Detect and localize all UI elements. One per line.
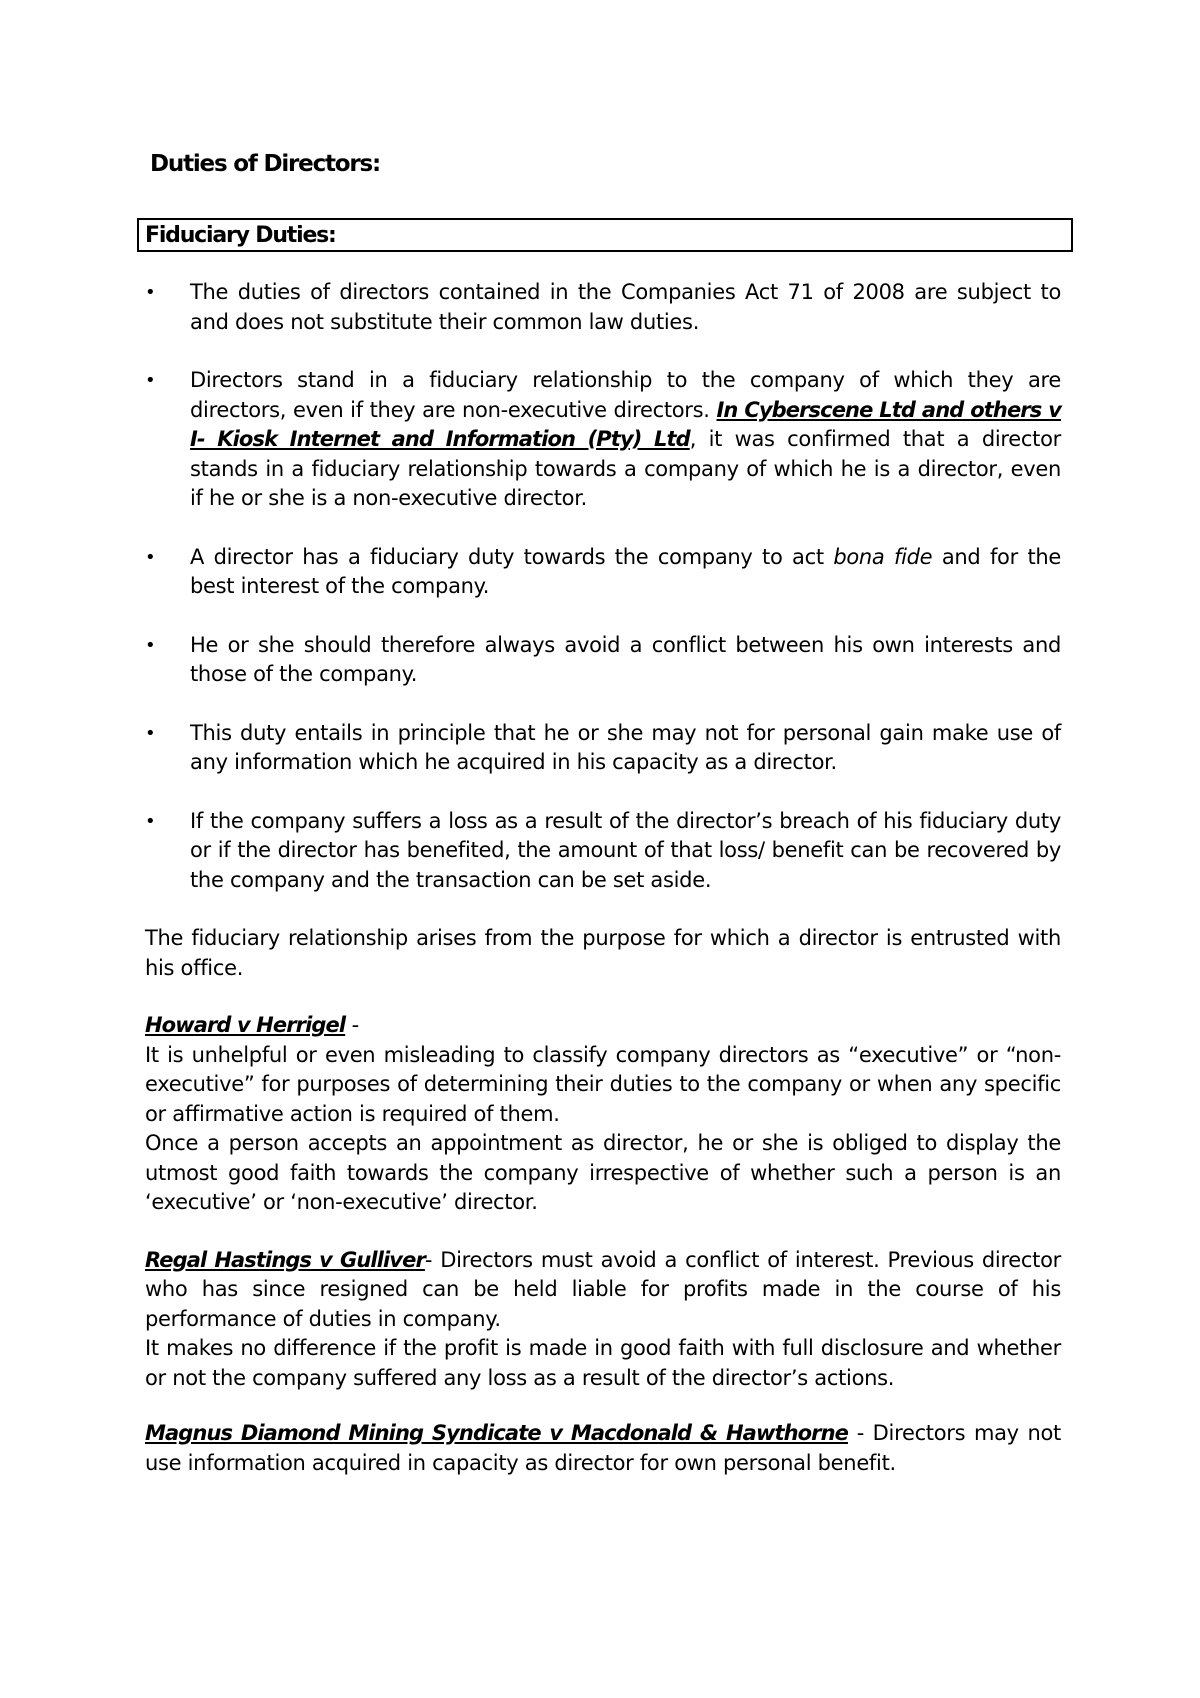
list-item-text [190, 366, 1061, 514]
list-item [145, 807, 1061, 896]
case-citation-cyberscene: In Cyberscene Ltd and others v I- Kiosk Internet and Information (Pty) Ltd [190, 397, 1062, 451]
list-item [145, 543, 1061, 602]
list-item-text-post: , it was confirmed that a director stands in a fiduciary relationship towards a company of which he is a director, even if he or she is a non-executive director. [190, 427, 1061, 510]
bullet-icon: • [145, 370, 156, 391]
section-heading: Fiduciary Duties: [145, 223, 336, 248]
bullet-icon: • [145, 634, 156, 656]
list-item-text-pre: A director has a fiduciary duty towards the company to act [190, 544, 834, 569]
document-title: Duties of Directors: [150, 151, 381, 177]
howard-paragraph-1: It is unhelpful or even misleading to classify company directors as “executive” or “non-executive” for purposes of determining their duties to the company or when any specific or affirmative action is required of them. [145, 1042, 1061, 1126]
bullet-icon: • [145, 282, 156, 303]
list-item [145, 366, 1061, 514]
case-citation-magnus: Magnus Diamond Mining Syndicate v Macdonald & Hawthorne [145, 1421, 849, 1445]
case-citation-howard: Howard v Herrigel [145, 1013, 346, 1037]
magnus-paragraph [145, 1419, 1061, 1478]
bullet-icon: • [145, 810, 156, 832]
list-item-text: The duties of directors contained in the Companies Act 71 of 2008 are subject to and does not substitute their common law duties. [190, 280, 1061, 334]
howard-paragraph-2: Once a person accepts an appointment as director, he or she is obliged to display the utmost good faith towards the company irrespective of whether such a person is an ‘executive’ or ‘non-executive’ director. [145, 1131, 1061, 1214]
list-item [145, 278, 1061, 337]
list-item-text: This duty entails in principle that he or she may not for personal gain make use of any information which he acquired in his capacity as a director. [190, 720, 1061, 774]
howard-heading [145, 1011, 1061, 1041]
list-item-text-pre: Directors stand in a fiduciary relationship to the company of which they are directors, even if they are non-executive directors. [190, 368, 1061, 422]
list-item-text: If the company suffers a loss as a result of the director’s breach of his fiduciary duty or if the director has benefited, the amount of that loss/ benefit can be recovered by the company and the transaction can be set aside. [190, 808, 1061, 892]
list-item [145, 719, 1061, 778]
section-heading-box [137, 218, 1073, 252]
bullet-icon: • [145, 546, 156, 568]
case-citation-regal: Regal Hastings v Gulliver [145, 1247, 425, 1272]
list-item-text [190, 543, 1061, 602]
document-page [145, 146, 1061, 1478]
fiduciary-relationship-paragraph: The fiduciary relationship arises from the purpose for which a director is entrusted with his office. [145, 926, 1061, 980]
fiduciary-duties-list [145, 278, 1061, 895]
regal-paragraph-2: It makes no difference if the profit is made in good faith with full disclosure and whether or not the company suffered any loss as a result of the director’s actions. [145, 1336, 1061, 1390]
list-item-text-post: and for the best interest of the company. [190, 544, 1062, 598]
regal-text: - Directors must avoid a conflict of interest. Previous director who has since resigned can be held liable for profits made in the course of his performance of duties in company. [145, 1247, 1061, 1331]
regal-paragraph [145, 1246, 1061, 1335]
list-item [145, 631, 1061, 690]
italic-term-bona-fide: bona fide [833, 544, 933, 569]
howard-suffix: - [345, 1013, 359, 1037]
magnus-text: - Directors may not use information acquired in capacity as director for own personal benefit. [145, 1421, 1061, 1475]
bullet-icon: • [145, 722, 156, 744]
list-item-text: He or she should therefore always avoid a conflict between his own interests and those of the company. [190, 632, 1061, 686]
